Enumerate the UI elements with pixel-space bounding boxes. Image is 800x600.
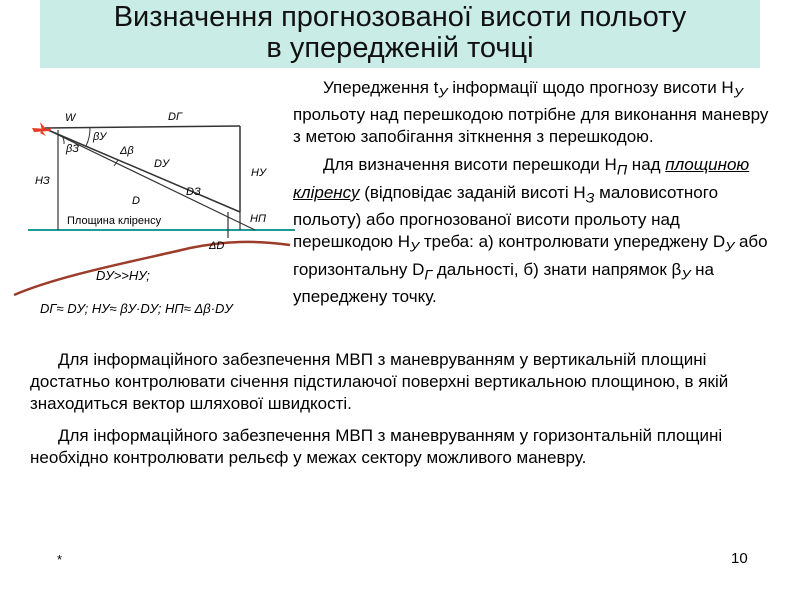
label-delta-beta: Δβ [120, 145, 134, 157]
p1-part-a: Упередження t [323, 78, 439, 97]
p2-sub-p: П [616, 162, 628, 179]
p1-part-b: інформації щодо прогнозу висоти H [447, 78, 734, 97]
label-hu: HУ [251, 167, 266, 179]
label-w: W [65, 112, 76, 124]
clearance-plane-link[interactable]: площиною кліренсу [293, 155, 750, 202]
paragraph-lead-info [293, 77, 778, 148]
label-delta-d: ΔD [209, 240, 225, 252]
p1-part-c: прольоту над перешкодою потрібне для виконання маневру з метою запобігання зіткнення з перешкодою. [293, 105, 769, 147]
p2-sub-u: У [410, 239, 420, 256]
p2-part-h: на упереджену точку. [293, 259, 714, 306]
p1-sub-u-2: У [733, 85, 743, 102]
label-dz: DЗ [186, 186, 201, 198]
p2-sub-u-2: У [725, 239, 735, 256]
p2-part-f: або горизонтальну D [293, 232, 768, 279]
aircraft-icon [32, 122, 52, 136]
horizontal-range-line [45, 126, 240, 128]
beta-u-arc [86, 128, 90, 146]
p2-part-e: треба: а) контролювати упереджену D [419, 232, 726, 252]
p2-part-g: дальності, б) знати напрямок β [432, 259, 682, 279]
label-beta-u: βУ [93, 131, 107, 143]
p2-part-a: Для визначення висоти перешкоди H [323, 155, 617, 175]
slide-title [40, 2, 760, 64]
page-number: 10 [731, 550, 748, 567]
paragraph-horizontal-maneuver: Для інформаційного забезпечення МВП з маневруванням у горизонтальній площині необхідно контролювати рельєф у межах сектору можливого маневру. [30, 426, 723, 467]
p1-sub-u: У [438, 85, 448, 102]
label-hp: HП [250, 213, 266, 225]
title-line-1: Визначення прогнозованої висоти польоту [113, 1, 687, 33]
formula-du-hu: DУ>>HУ; [96, 268, 150, 283]
label-beta-z: βЗ [66, 143, 80, 155]
paragraph-obstacle-height [293, 154, 778, 308]
p2-part-d: маловисотного польоту) або прогнозованої висоти прольоту над перешкодою H [293, 182, 719, 252]
p2-part-b: над [627, 155, 666, 175]
terrain-curve [14, 242, 290, 295]
p2-sub-g: Г [424, 266, 433, 283]
paragraph-vertical-maneuver: Для інформаційного забезпечення МВП з маневруванням у вертикальній площині достатньо контролювати січення підстилаючої поверхні вертикальною площиною, в якій знаходиться вектор шляхової швидкості. [30, 350, 729, 413]
label-hz: HЗ [35, 175, 50, 187]
label-clearance-plane: Площина кліренсу [67, 215, 162, 227]
label-dg: DГ [168, 111, 182, 123]
footer-star: * [57, 552, 63, 567]
label-du: DУ [154, 158, 169, 170]
altitude-diagram [0, 100, 300, 330]
formula-approximations: DГ≈ DУ; HУ≈ βУ·DУ; HП≈ Δβ·DУ [40, 301, 233, 316]
label-d: D [132, 195, 140, 207]
right-text-block [293, 77, 778, 314]
title-line-2: в упередженій точці [266, 32, 534, 64]
p2-sub-z: З [585, 190, 595, 207]
p2-part-c: (відповідає заданій висоті H [359, 182, 586, 202]
p2-sub-u-3: У [681, 266, 691, 283]
bottom-text-block [30, 349, 775, 479]
